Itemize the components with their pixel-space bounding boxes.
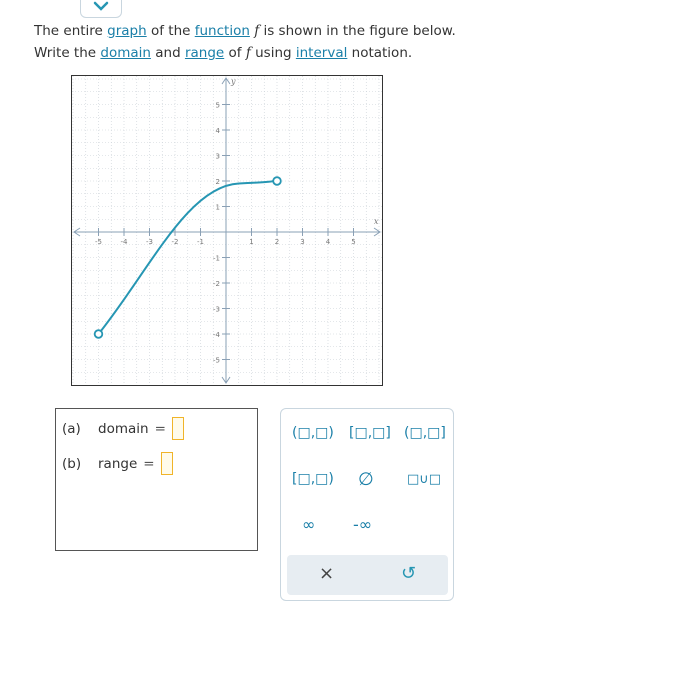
function-graph [71,75,383,386]
prompt-text: of [224,45,246,61]
prompt-text: of the [146,23,195,39]
y-tick-label: 1 [215,203,220,212]
graph-link[interactable]: graph [107,23,147,39]
function-link[interactable]: function [194,23,250,39]
y-tick-label: 4 [215,127,220,135]
graph-frame [72,76,383,386]
range-link[interactable]: range [184,45,225,61]
range-row [62,452,173,475]
prompt-line-1 [34,20,456,42]
x-tick-label: -1 [197,238,204,246]
f-symbol: f [254,23,260,39]
y-tick-label: -3 [213,305,220,314]
union-button[interactable]: □∪□ [407,472,442,487]
domain-row [62,417,184,440]
collapse-toggle-button[interactable] [80,0,122,18]
x-tick-label: -5 [95,238,102,246]
open-closed-interval-button[interactable]: (□,□] [404,425,446,441]
prompt-text: using [250,45,296,61]
open-open-interval-button[interactable]: (□,□) [292,425,334,441]
empty-set-button[interactable]: ∅ [358,469,374,490]
x-tick-label: -3 [146,238,153,246]
prompt-text: is shown in the figure below. [259,23,456,39]
prompt-text: The entire [34,23,108,39]
open-endpoint-left [95,330,103,338]
open-endpoint-right [273,177,281,185]
y-tick-label: -2 [213,280,220,288]
prompt-line-2 [34,42,456,64]
domain-label: domain [98,420,149,437]
negative-infinity-button[interactable]: -∞ [353,515,373,534]
prompt-text: notation. [347,45,413,61]
y-tick-label: -1 [213,254,220,263]
y-tick-label: -4 [213,331,220,339]
x-axis-label: x [373,217,379,226]
interval-palette [280,408,454,601]
y-axis-label: y [231,77,236,86]
y-tick-label: -5 [213,356,220,365]
x-tick-label: 5 [351,238,356,246]
x-tick-label: -2 [171,238,179,246]
x-tick-label: 2 [274,238,280,246]
undo-button[interactable]: ↺ [401,563,417,584]
equals-sign: = [143,455,155,472]
palette-action-bar [287,555,448,595]
domain-link[interactable]: domain [100,45,151,61]
x-tick-label: 4 [325,238,331,246]
interval-link[interactable]: interval [295,45,348,61]
closed-closed-interval-button[interactable]: [□,□] [349,425,391,441]
domain-input[interactable] [172,417,184,440]
prompt-text: and [150,45,185,61]
prompt-text: Write the [34,45,101,61]
problem-statement [34,20,456,64]
x-tick-label: 1 [249,238,254,246]
y-tick-label: 3 [215,152,220,161]
y-tick-label: 5 [215,101,220,110]
x-tick-label: 3 [300,238,305,246]
range-label: range [98,455,138,472]
part-a-label: (a) [62,420,81,437]
equals-sign: = [154,420,166,437]
range-input[interactable] [161,452,173,475]
x-tick-label: -4 [120,238,128,246]
closed-open-interval-button[interactable]: [□,□) [292,471,334,487]
f-symbol: f [245,45,251,61]
y-tick-label: 2 [215,178,220,186]
infinity-button[interactable]: ∞ [302,515,316,534]
answer-box [55,408,258,551]
clear-button[interactable]: × [319,563,335,584]
part-b-label: (b) [62,455,82,472]
chevron-down-icon [93,1,109,11]
